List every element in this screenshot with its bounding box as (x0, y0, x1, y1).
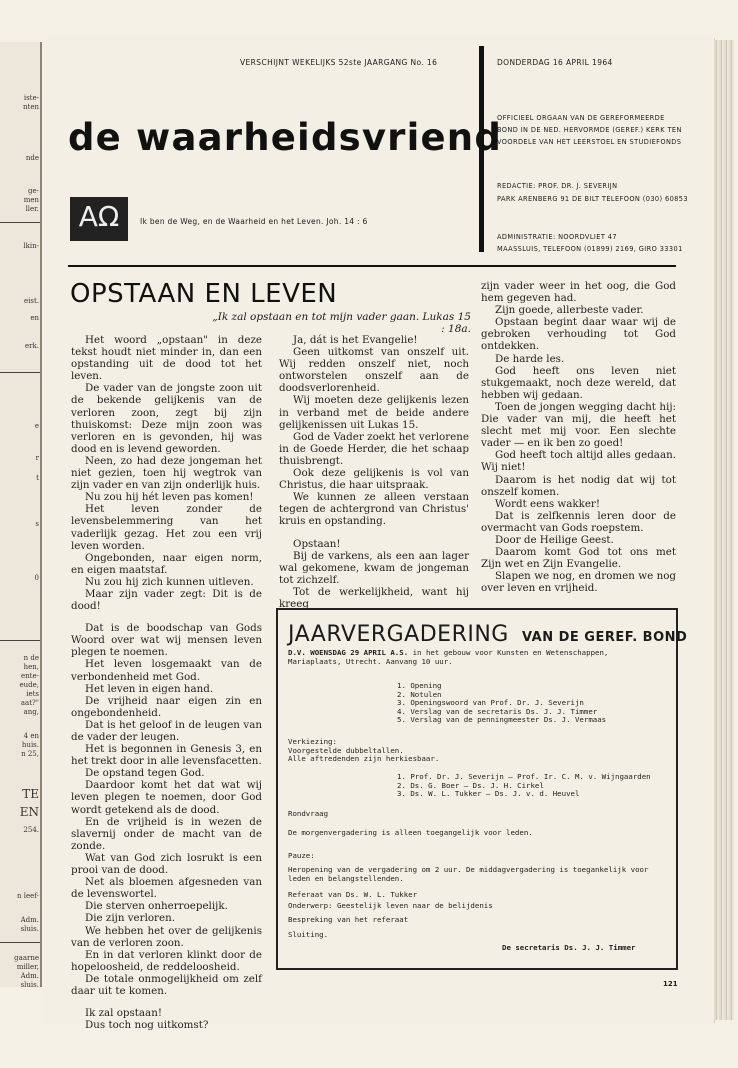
notice-afternoon: Heropening van de vergadering om 2 uur. De middagvergadering is toegankelijk voor leden en belangstellenden. (288, 865, 649, 883)
prev-fragment: huis. (21, 741, 39, 749)
administration-info (497, 232, 707, 254)
prev-fragment: s (35, 520, 39, 528)
page-stack-edge (714, 40, 734, 1020)
paragraph: Toen de jongen wegging dacht hij: Die vader van mij, die heeft het slecht met mij voor. Een slechte vader — en ik ben zo goed! (481, 400, 676, 450)
paragraph: Dat is de boodschap van Gods Woord over wat wij mensen leven plegen te noemen. (71, 622, 262, 659)
prev-rule (0, 942, 40, 943)
prev-fragment: eist. (23, 297, 39, 305)
agenda-item: 2. Notulen (397, 689, 442, 699)
prev-rule (0, 222, 40, 223)
agenda-list (397, 682, 667, 725)
prev-fragment: Adm. (20, 972, 39, 980)
prev-fragment: n de (23, 654, 39, 662)
paragraph: God heeft toch altijd alles gedaan. Wij niet! (481, 449, 676, 474)
prev-fragment: men (23, 196, 39, 204)
paragraph: Tot de werkelijkheid, want hij kreeg (279, 585, 469, 610)
paragraph: Bij de varkens, als een aan lager wal gekomene, kwam de jongeman tot zichzelf. (279, 549, 469, 586)
prev-fragment: ller. (25, 205, 39, 213)
organ-line: OFFICIEEL ORGAAN VAN DE GEREFORMEERDE (497, 114, 665, 122)
agenda-item: 1. Opening (397, 681, 442, 690)
paragraph: De totale onmogelijkheid om zelf daar uit te komen. (71, 972, 262, 997)
prev-fragment: hen, (23, 663, 39, 671)
paragraph: Die sterven onherroepelijk. (85, 900, 228, 913)
election-line: Voorgestelde dubbeltallen. (288, 745, 404, 755)
prev-rule (0, 372, 40, 373)
paragraph: Ja, dát is het Evangelie! (293, 334, 418, 346)
prev-fragment: Adm. (20, 916, 39, 924)
paragraph: Daarom is het nodig dat wij tot onszelf komen. (481, 473, 676, 498)
paragraph: Net als bloemen afgesneden van de levenswortel. (71, 876, 262, 901)
notice-referaat: Referaat van Ds. W. L. Tukker (288, 890, 418, 899)
masthead-title: de waarheidsvriend (68, 116, 503, 159)
prev-fragment: iets (26, 690, 39, 698)
notice-location: in het gebouw voor Kunsten en Wetenschappen, Mariaplaats, Utrecht. Aanvang 10 uur. (288, 648, 609, 666)
article-column-2 (279, 334, 469, 610)
paragraph: Nu zou hij zich kunnen uitleven. (85, 575, 254, 588)
notice-signature: De secretaris Ds. J. J. Timmer (502, 943, 636, 952)
paragraph: Maar zijn vader zegt: Dit is de dood! (71, 587, 262, 613)
paragraph: De harde les. (495, 352, 565, 365)
paragraph: Opstaan begint daar waar wij de gebroken verhouding tot God ontdekken. (481, 316, 676, 353)
prev-rule (0, 640, 40, 641)
paragraph: Wij moeten deze gelijkenis lezen in verband met de beide andere gelijkenissen uit Lukas 15. (279, 394, 469, 431)
masthead-rule (68, 265, 676, 267)
paragraph: Het leven zonder de levensbelemmering van het vaderlijk gezag. Het zou een vrij leven worden. (71, 503, 262, 552)
paragraph: Opstaan! (293, 537, 341, 550)
prev-fragment: eude, (19, 681, 39, 689)
paragraph: Neen, zo had deze jongeman het niet gezien, toen hij wegtrok van zijn vader en van zijn onderlijk huis. (71, 454, 262, 492)
paragraph: Zijn goede, allerbeste vader. (495, 304, 644, 317)
prev-fragment: EN (19, 805, 39, 819)
paragraph: Door de Heilige Geest. (495, 533, 614, 546)
prev-fragment: n 25, (21, 750, 39, 758)
article-title: OPSTAAN EN LEVEN (70, 279, 338, 309)
paragraph: De vrijheid naar eigen zin en ongebondenheid. (71, 694, 262, 719)
notice-rondvraag: Rondvraag (288, 809, 329, 818)
notice-title: JAARVERGADERING (288, 622, 509, 647)
paragraph: En in dat verloren klinkt door de hopeloosheid, de reddeloosheid. (71, 948, 262, 973)
prev-fragment: ge- (28, 187, 39, 195)
prev-fragment: gaarne (14, 954, 39, 962)
paragraph: We hebben het over de gelijkenis van de verloren zoon. (71, 924, 262, 949)
prev-fragment: en (30, 314, 39, 322)
organ-description (497, 113, 707, 147)
redactie-line: PARK ARENBERG 91 DE BILT TELEFOON (030) 60853 (497, 195, 688, 203)
prev-fragment: 4 en (23, 732, 39, 740)
masthead-motto: Ik ben de Weg, en de Waarheid en het Leven. Joh. 14 : 6 (140, 217, 368, 226)
prev-fragment: 254. (23, 826, 39, 834)
prev-fragment: sluis. (20, 981, 39, 987)
redactie-line: REDACTIE: PROF. DR. J. SEVERIJN (497, 182, 618, 190)
prev-fragment: nten (23, 103, 39, 111)
paragraph: Dat is het geloof in de leugen van de vader der leugen. (71, 718, 262, 743)
notice-subtitle: VAN DE GEREF. BOND (521, 630, 688, 645)
issue-date: DONDERDAG 16 APRIL 1964 (497, 58, 613, 67)
election-line: Verkiezing: (288, 737, 337, 746)
prev-fragment: miller, (16, 963, 39, 971)
paragraph: Het leven in eigen hand. (85, 682, 214, 695)
notice-pauze: Pauze: (288, 851, 315, 860)
notice-intro (288, 649, 664, 666)
prev-fragment: sluis. (20, 925, 39, 933)
prev-fragment: lkin- (23, 242, 39, 250)
paragraph: Die zijn verloren. (85, 912, 175, 925)
paragraph: Geen uitkomst van onszelf uit. Wij redden onszelf niet, noch ontworstelen onszelf aan de doodsverlorenheid. (279, 346, 469, 395)
paragraph: De opstand tegen God. (85, 767, 205, 780)
paragraph: En de vrijheid is in wezen de slavernij onder de macht van de zonde. (71, 815, 262, 852)
paragraph: Het woord „opstaan" in deze tekst houdt niet minder in, dan een opstanding uit de dood tot het leven. (71, 334, 262, 383)
alpha-omega-logo: AΩ (70, 197, 128, 241)
notice-morning: De morgenvergadering is alleen toegangelijk voor leden. (288, 828, 533, 837)
election-line: Alle aftredenden zijn herkiesbaar. (288, 754, 440, 764)
paragraph: Daardoor komt het dat wat wij leven plegen te noemen, door God wordt getekend als de dood. (71, 779, 262, 816)
paragraph: Het is begonnen in Genesis 3, en het trekt door in alle levensfacetten. (71, 743, 262, 768)
notice-onderwerp: Onderwerp: Geestelijk leven naar de belijdenis (288, 901, 493, 910)
previous-page-strip (0, 42, 42, 987)
article-epigraph: „Ik zal opstaan en tot mijn vader gaan. Lukas 15 : 18a. (212, 311, 471, 335)
paragraph: God de Vader zoekt het verlorene in de Goede Herder, die het schaap thuisbrengt. (279, 430, 469, 467)
paragraph: Wat van God zich losrukt is een prooi van de dood. (71, 851, 262, 877)
paragraph: zijn vader weer in het oog, die God hem gegeven had. (481, 280, 676, 305)
paragraph: Daarom komt God tot ons met Zijn wet en Zijn Evangelie. (481, 546, 676, 571)
admin-line: MAASSLUIS, TELEFOON (01899) 2169, GIRO 33301 (497, 245, 683, 253)
agenda-item: 3. Openingswoord van Prof. Dr. J. Severijn (397, 698, 584, 708)
notice-heading (288, 622, 687, 647)
notice-bespreking: Bespreking van het referaat (288, 915, 409, 924)
editorial-info (497, 181, 707, 204)
prev-fragment: nde (25, 154, 39, 162)
candidate-pair: 2. Ds. G. Boer — Ds. J. H. Cirkel (397, 780, 544, 790)
paragraph: Wordt eens wakker! (495, 497, 600, 510)
article-column-3 (481, 280, 676, 594)
prev-fragment: TE (22, 787, 39, 801)
paragraph: God heeft ons leven niet stukgemaakt, noch deze wereld, dat hebben wij gedaan. (481, 364, 676, 401)
paragraph: Ongebonden, naar eigen norm, en eigen maatstaf. (71, 551, 262, 576)
candidate-pair: 1. Prof. Dr. J. Severijn — Prof. Ir. C. M. v. Wijngaarden (397, 772, 651, 781)
agenda-item: 5. Verslag van de penningmeester Ds. J. Vermaas (397, 715, 607, 725)
paragraph: Dat is zelfkennis leren door de overmacht van Gods roepstem. (481, 509, 676, 534)
organ-line: VOORDELE VAN HET LEERSTOEL EN STUDIEFONDS (497, 138, 682, 146)
paragraph: Dus toch nog uitkomst? (85, 1019, 209, 1032)
candidate-pair: 3. Ds. W. L. Tukker — Ds. J. v. d. Heuvel (397, 789, 580, 799)
admin-line: ADMINISTRATIE: NOORDVLIET 47 (497, 233, 617, 241)
issue-line: VERSCHIJNT WEKELIJKS 52ste JAARGANG No. 16 (240, 58, 438, 67)
prev-fragment: iste- (23, 94, 39, 102)
paragraph: Slapen we nog, en dromen we nog over leven en vrijheid. (481, 570, 676, 595)
prev-fragment: 0 (34, 574, 39, 582)
paragraph: De vader van de jongste zoon uit de bekende gelijkenis van de verloren zoon, zegt bij zijn thuiskomst: Deze mijn zoon was verloren en is gevonden, hij was dood en is levend geworden. (71, 382, 262, 455)
paragraph: Ook deze gelijkenis is vol van Christus, die haar uitspraak. (279, 467, 469, 492)
agenda-item: 4. Verslag van de secretaris Ds. J. J. Timmer (397, 706, 598, 716)
prev-fragment: aat?" (20, 699, 39, 707)
prev-fragment: t (36, 474, 39, 482)
notice-sluiting: Sluiting. (288, 930, 329, 939)
prev-fragment: n leef- (17, 892, 39, 900)
prev-fragment: ang, (23, 708, 39, 716)
election-block (288, 738, 664, 764)
paragraph: Nu zou hij hét leven pas komen! (85, 491, 254, 504)
page-number: 121 (663, 980, 678, 988)
notice-date: D.V. WOENSDAG 29 APRIL A.S. (288, 648, 409, 657)
organ-line: BOND IN DE NED. HERVORMDE (GEREF.) KERK TEN (497, 126, 682, 134)
paragraph: We kunnen ze alleen verstaan tegen de achtergrond van Christus' kruis en opstanding. (279, 491, 469, 528)
prev-fragment: e (34, 422, 39, 430)
paragraph: Ik zal opstaan! (85, 1007, 162, 1020)
article-column-1 (71, 334, 262, 1031)
candidate-list (397, 773, 669, 799)
prev-fragment: ente- (21, 672, 39, 680)
prev-fragment: r (35, 454, 39, 462)
paragraph: Het leven losgemaakt van de verbondenheid met God. (71, 658, 262, 683)
prev-fragment: erk. (25, 342, 39, 350)
